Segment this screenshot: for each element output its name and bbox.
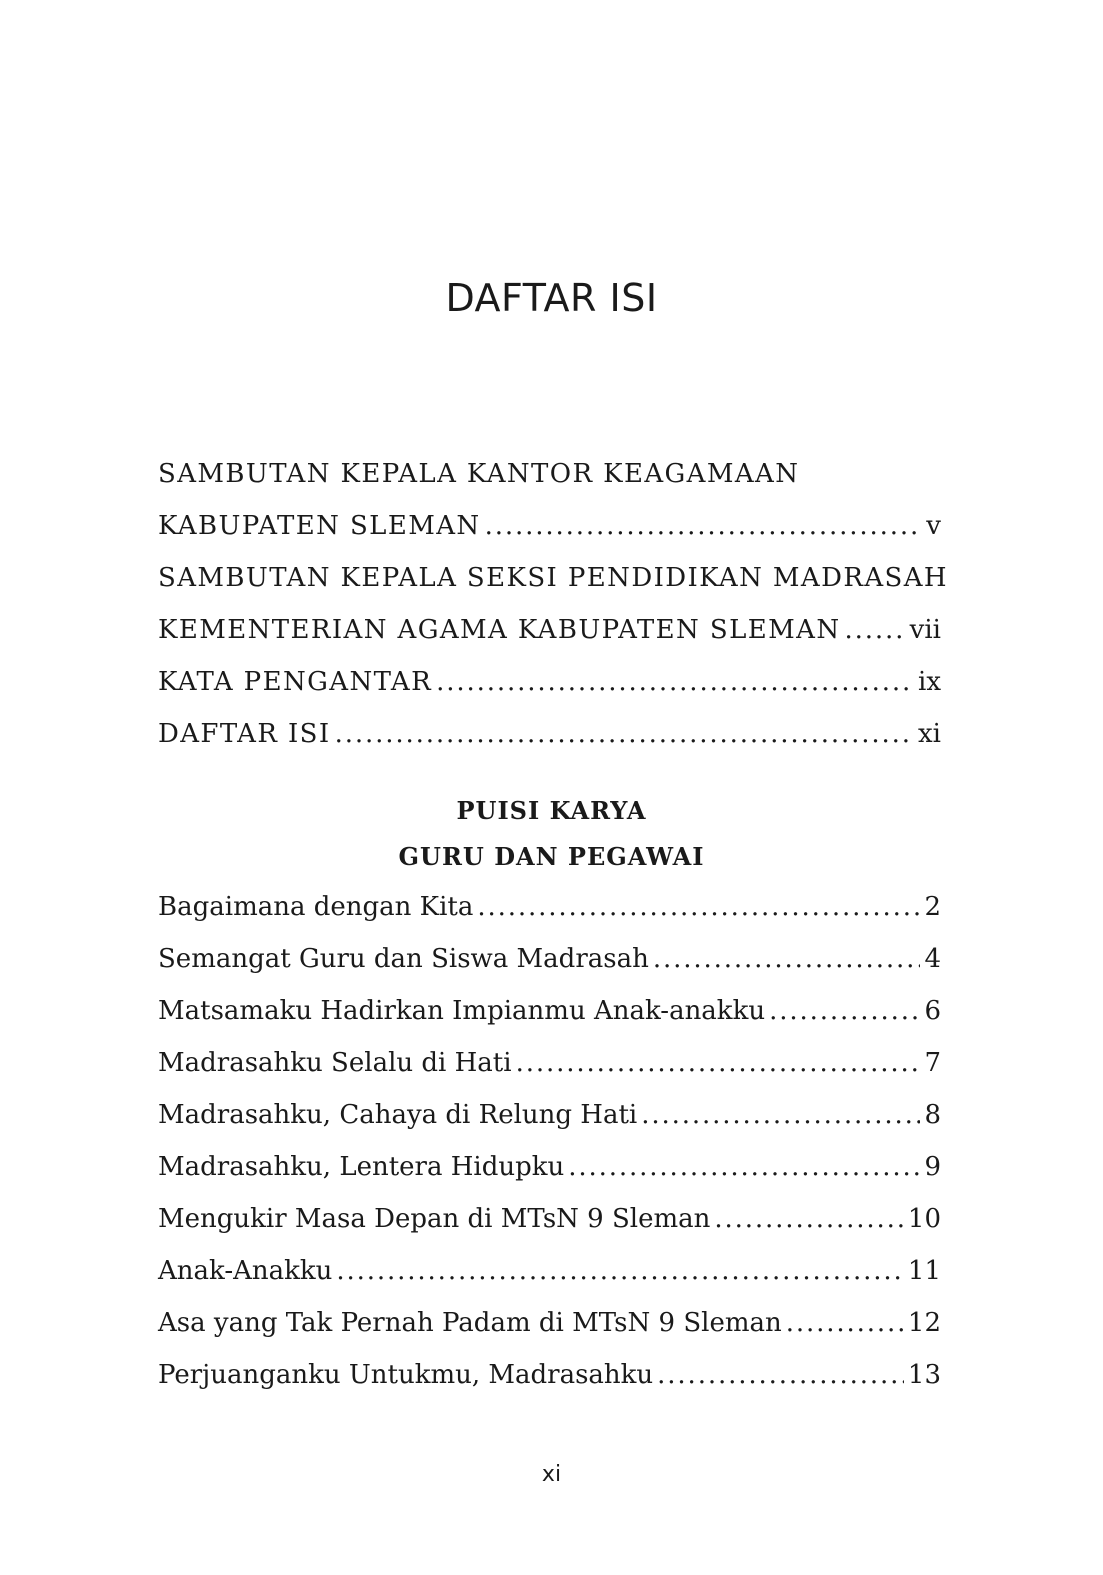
toc-page-number: vii [909,615,941,645]
dot-leader [436,656,914,708]
toc-entry-title: KEMENTERIAN AGAMA KABUPATEN SLEMAN [158,615,841,645]
toc-page-number: 13 [907,1360,941,1390]
toc-entry[interactable] [158,1297,941,1349]
dot-leader [477,881,920,933]
toc-entry-line[interactable] [158,500,941,552]
toc-page-number: 12 [907,1308,941,1338]
toc-entry[interactable] [158,1089,941,1141]
toc-entry[interactable] [158,985,941,1037]
toc-entry[interactable] [158,1193,941,1245]
toc-entry-line[interactable] [158,708,941,760]
toc-entry-title: Perjuanganku Untukmu, Madrasahku [158,1360,654,1390]
toc-page-number: 2 [924,892,941,922]
toc-entry-title: Bagaimana dengan Kita [158,892,474,922]
section-heading-line-1: PUISI KARYA [456,796,647,825]
toc-entry[interactable] [158,1349,941,1401]
toc-entry[interactable] [158,1141,941,1193]
toc-entry-title: Madrasahku Selalu di Hati [158,1048,512,1078]
toc-entry-line[interactable] [158,656,941,708]
toc-entry[interactable] [158,1037,941,1089]
section-heading-line-2: GURU DAN PEGAWAI [398,842,705,871]
toc-entry-title: SAMBUTAN KEPALA SEKSI PENDIDIKAN MADRASAH [158,563,948,593]
toc-entry-title: KATA PENGANTAR [158,667,433,697]
front-matter-toc [158,448,948,760]
toc-page-number: 8 [924,1100,941,1130]
toc-entry-title: DAFTAR ISI [158,719,331,749]
dot-leader [653,933,921,985]
page-title: DAFTAR ISI [445,276,658,320]
dot-leader [657,1349,904,1401]
toc-page-number: 7 [924,1048,941,1078]
poems-toc [158,881,941,1401]
dot-leader [485,500,923,552]
footer-page-number: xi [541,1462,562,1487]
dot-leader [714,1193,904,1245]
toc-entry-title: SAMBUTAN KEPALA KANTOR KEAGAMAAN [158,459,800,489]
toc-entry-title: Madrasahku, Lentera Hidupku [158,1152,565,1182]
toc-page-number: 10 [907,1204,941,1234]
toc-page-number: 6 [924,996,941,1026]
toc-entry-title: Matsamaku Hadirkan Impianmu Anak-anakku [158,996,766,1026]
dot-leader [786,1297,904,1349]
dot-leader [335,708,914,760]
toc-entry-title: Semangat Guru dan Siswa Madrasah [158,944,649,974]
dot-leader [641,1089,920,1141]
toc-page-number: 4 [924,944,941,974]
dot-leader [844,604,905,656]
toc-page-number: v [926,511,941,541]
dot-leader [516,1037,921,1089]
toc-entry[interactable] [158,933,941,985]
toc-entry-title: Mengukir Masa Depan di MTsN 9 Sleman [158,1204,711,1234]
toc-page-number: 11 [907,1256,941,1286]
toc-entry-line [158,448,941,500]
toc-page-number: 9 [924,1152,941,1182]
toc-entry[interactable] [158,1245,941,1297]
toc-entry-line [158,552,948,604]
dot-leader [336,1245,904,1297]
section-heading [0,788,1103,880]
toc-entry-title: KABUPATEN SLEMAN [158,511,481,541]
toc-entry-title: Madrasahku, Cahaya di Relung Hati [158,1100,638,1130]
toc-page-number: xi [918,719,941,749]
toc-entry-title: Anak-Anakku [158,1256,333,1286]
toc-entry-line[interactable] [158,604,941,656]
toc-entry[interactable] [158,881,941,933]
toc-page-number: ix [918,667,941,697]
toc-entry-title: Asa yang Tak Pernah Padam di MTsN 9 Sleman [158,1308,782,1338]
dot-leader [769,985,920,1037]
dot-leader [568,1141,920,1193]
